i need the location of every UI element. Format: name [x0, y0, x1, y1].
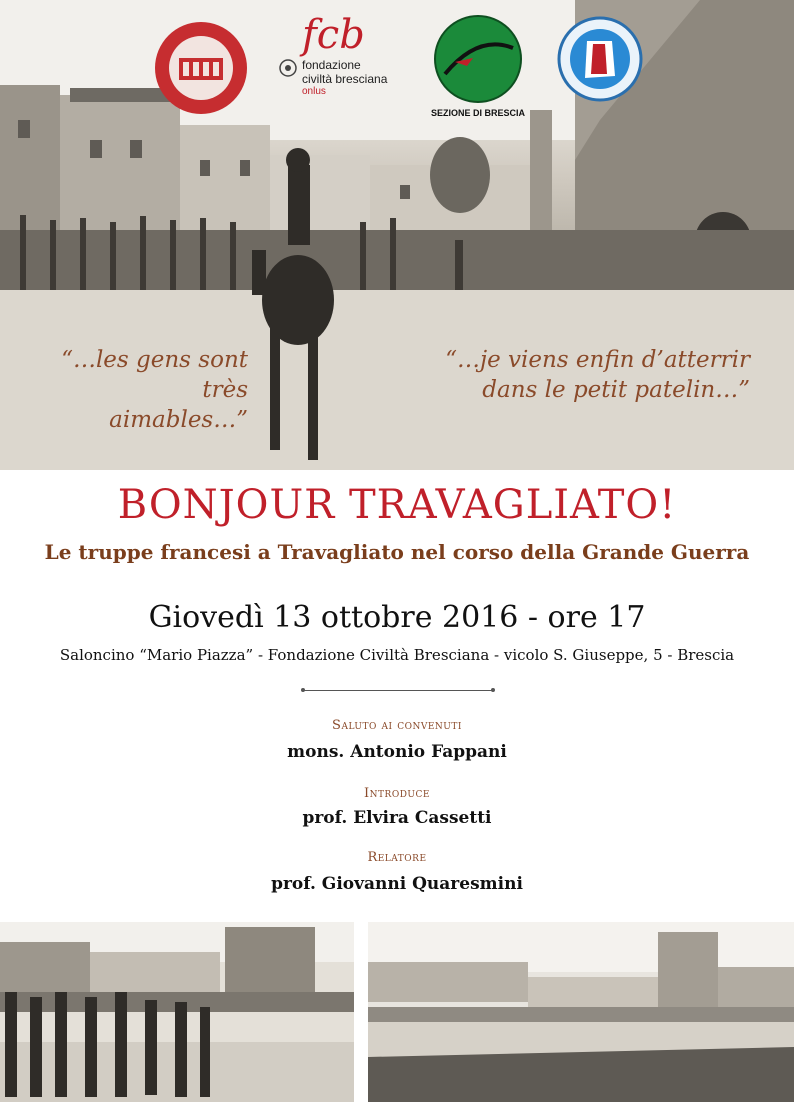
quote-right-line1: “…je viens enfin d’atterrir — [445, 347, 750, 373]
program-role-1: Saluto ai convenuti — [332, 718, 462, 733]
event-title: BONJOUR TRAVAGLIATO! — [117, 482, 677, 528]
photo-troops-left — [0, 922, 354, 1102]
quote-right-line2: dans le petit patelin…” — [482, 377, 750, 403]
quote-left-line1: “…les gens sont — [61, 347, 248, 373]
event-venue: Saloncino “Mario Piazza” - Fondazione Civiltà Bresciana - vicolo S. Giuseppe, 5 - Brescia — [59, 646, 735, 664]
event-date: Giovedì 13 ottobre 2016 - ore 17 — [148, 600, 646, 635]
brescia-accueil-icon — [557, 16, 643, 102]
hero-photo — [0, 0, 794, 470]
quote-right — [440, 345, 750, 405]
ana-alpini-logo — [430, 14, 526, 124]
fcb-line1: fondazione — [302, 58, 361, 72]
program-person-2: prof. Elvira Cassetti — [302, 808, 492, 828]
program-role-3: Relatore — [367, 850, 427, 865]
program-role-2: Introduce — [364, 786, 430, 801]
quote-left — [58, 345, 248, 435]
event-subtitle: Le truppe francesi a Travagliato nel corso della Grande Guerra — [44, 540, 750, 564]
program-person-3: prof. Giovanni Quaresmini — [271, 874, 523, 894]
ana-caption: SEZIONE DI BRESCIA — [430, 108, 525, 118]
square-photo — [368, 922, 794, 1102]
divider — [303, 690, 493, 691]
fcb-line2: civiltà bresciana — [302, 72, 388, 86]
photo-square-right — [368, 922, 794, 1102]
program-person-1: mons. Antonio Fappani — [287, 742, 507, 762]
lion-icon — [278, 58, 298, 78]
quote-left-line2: très aimables…” — [109, 377, 248, 433]
fcb-mark: fcb — [302, 12, 365, 58]
ana-badge-icon — [433, 14, 523, 104]
fcb-line3: onlus — [302, 86, 326, 97]
seal-icon — [153, 20, 249, 116]
fcb-logo — [276, 12, 426, 106]
troops-photo — [0, 922, 354, 1102]
